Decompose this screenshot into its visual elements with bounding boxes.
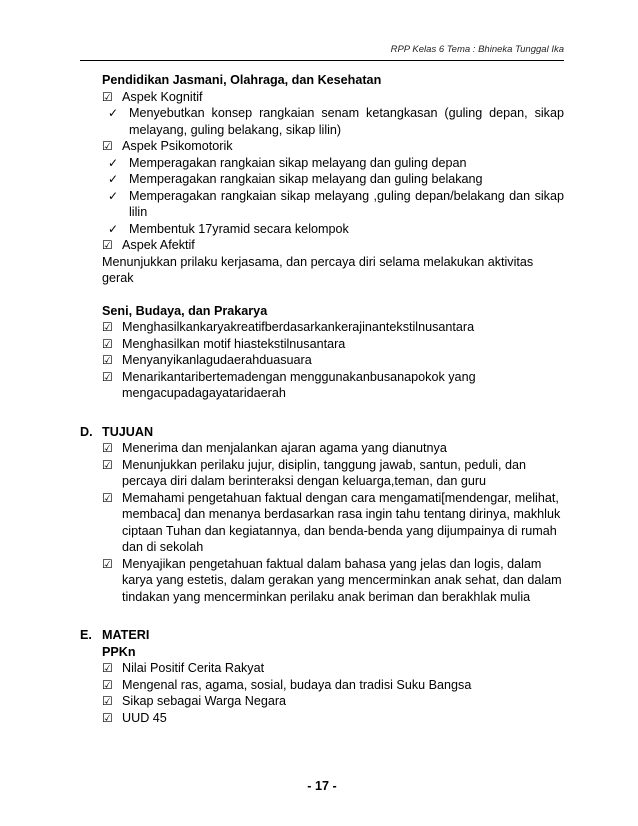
ballot-box-with-check-icon: ☑ [102, 694, 113, 708]
header-rule [80, 60, 564, 61]
list-item [102, 440, 564, 457]
check-mark-icon: ✓ [108, 106, 119, 120]
ballot-box-with-check-icon: ☑ [102, 556, 113, 571]
tujuan-block [102, 440, 564, 605]
list-item [108, 105, 564, 138]
list-item-text: Menghasilkankaryakreatifberdasarkankerajinantekstilnusantara [122, 320, 475, 334]
list-item-text: Sikap sebagai Warga Negara [122, 694, 287, 708]
list-item-text: Nilai Positif Cerita Rakyat [122, 661, 265, 675]
list-item [102, 660, 564, 677]
section-heading-tujuan [80, 424, 564, 441]
pjok-kognitif-label: Aspek Kognitif [122, 89, 203, 104]
list-item [102, 352, 564, 369]
list-item [108, 155, 564, 172]
list-item-text: Menyanyikanlagudaerahduasuara [122, 353, 312, 367]
list-item-text: Memahami pengetahuan faktual dengan cara mengamati[mendengar, melihat, membaca] dan menanya berdasarkan rasa ingin tahu tentang dirinya, makhluk ciptaan Tuhan dan kegiatannya, dan benda-benda yang dijumpainya di rumah dan di sekolah [122, 490, 561, 554]
list-item-text: Memperagakan rangkaian sikap melayang ,guling depan/belakang dan sikap lilin [129, 188, 564, 219]
check-mark-icon: ✓ [108, 188, 119, 203]
section-heading-materi [80, 627, 564, 644]
list-item-text: Menarikantaribertemadengan menggunakanbusanapokok yang mengacupadagayataridaerah [122, 369, 476, 400]
ballot-box-with-check-icon: ☑ [102, 490, 113, 505]
pjok-psikomotorik-label: Aspek Psikomotorik [122, 139, 233, 153]
section-title: TUJUAN [102, 424, 154, 439]
pjok-title: Pendidikan Jasmani, Olahraga, dan Kesehatan [102, 73, 382, 87]
pjok-afektif-label: Aspek Afektif [122, 238, 195, 252]
pjok-afektif-heading [102, 237, 564, 254]
ballot-box-with-check-icon: ☑ [102, 677, 113, 692]
list-item [102, 319, 564, 336]
ballot-box-with-check-icon: ☑ [102, 353, 113, 367]
list-item [102, 369, 564, 402]
sbdp-title: Seni, Budaya, dan Prakarya [102, 303, 268, 318]
page-content [80, 72, 564, 726]
pjok-psikomotorik-heading [102, 138, 564, 155]
ballot-box-with-check-icon: ☑ [102, 661, 113, 675]
ballot-box-with-check-icon: ☑ [102, 441, 113, 455]
list-item-text: Menghasilkan motif hiastekstilnusantara [122, 336, 346, 351]
ballot-box-with-check-icon: ☑ [102, 369, 113, 384]
pjok-afektif-text: Menunjukkan prilaku kerjasama, dan percaya diri selama melakukan aktivitas gerak [102, 254, 534, 285]
list-item-text: Menerima dan menjalankan ajaran agama yang dianutnya [122, 441, 447, 455]
list-item [102, 693, 564, 710]
ballot-box-with-check-icon: ☑ [102, 336, 113, 351]
list-item-text: Menunjukkan perilaku jujur, disiplin, tanggung jawab, santun, peduli, dan percaya diri dalam berinteraksi dengan keluarga,teman, dan guru [122, 457, 526, 488]
ballot-box-with-check-icon: ☑ [102, 89, 113, 104]
list-item [102, 490, 564, 556]
list-item [102, 710, 564, 727]
list-item [108, 171, 564, 188]
list-item-text: Menyajikan pengetahuan faktual dalam bahasa yang jelas dan logis, dalam karya yang estetis, dalam gerakan yang mencerminkan anak sehat, dan dalam tindakan yang mencerminkan perilaku anak beriman dan berakhlak mulia [122, 556, 562, 604]
ballot-box-with-check-icon: ☑ [102, 320, 113, 334]
list-item [102, 457, 564, 490]
sbdp-block [102, 303, 564, 402]
materi-block [102, 660, 564, 726]
section-title: MATERI [102, 628, 150, 642]
list-item [102, 677, 564, 694]
ballot-box-with-check-icon: ☑ [102, 457, 113, 472]
ballot-box-with-check-icon: ☑ [102, 238, 113, 252]
list-item [102, 336, 564, 353]
pjok-block [102, 72, 564, 287]
section-letter: E. [80, 628, 92, 642]
section-letter: D. [80, 424, 93, 439]
list-item-text: Memperagakan rangkaian sikap melayang dan guling depan [129, 155, 467, 170]
check-mark-icon: ✓ [108, 155, 119, 170]
list-item-text: Memperagakan rangkaian sikap melayang dan guling belakang [129, 172, 483, 186]
list-item-text: Mengenal ras, agama, sosial, budaya dan tradisi Suku Bangsa [122, 677, 472, 692]
running-header: RPP Kelas 6 Tema : Bhineka Tunggal Ika [390, 44, 564, 55]
ballot-box-with-check-icon: ☑ [102, 139, 113, 153]
check-mark-icon: ✓ [108, 221, 119, 236]
list-item [102, 556, 564, 606]
list-item-text: Menyebutkan konsep rangkaian senam ketangkasan (guling depan, sikap melayang, guling belakang, sikap lilin) [129, 106, 564, 137]
page-number: - 17 - [307, 779, 337, 793]
materi-subtitle: PPKn [102, 644, 136, 659]
list-item-text: UUD 45 [122, 710, 167, 725]
pjok-kognitif-heading [102, 89, 564, 106]
list-item [108, 221, 564, 238]
list-item-text: Membentuk 17yramid secara kelompok [129, 221, 349, 236]
check-mark-icon: ✓ [108, 172, 119, 186]
list-item [108, 188, 564, 221]
ballot-box-with-check-icon: ☑ [102, 710, 113, 725]
